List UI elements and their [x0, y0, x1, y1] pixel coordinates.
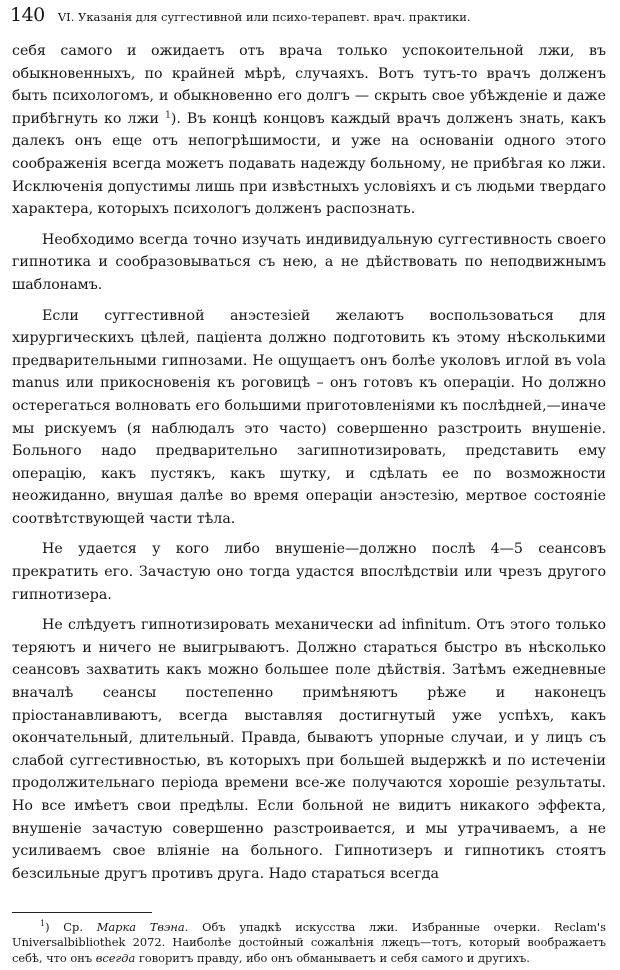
footnote-author: Марка Твэна. — [96, 919, 189, 934]
footnote-emphasis: всегда — [95, 950, 136, 965]
footnote-reference: 1 — [165, 110, 171, 121]
paragraph-4: Не удается у кого либо внушеніе—должно послѣ 4—5 сеансовъ прекратить его. Зачастую оно тогда удастся впослѣдствіи или чрезъ другого гипнотизера. — [12, 541, 606, 603]
paragraph-1-tail: ). Въ концѣ концовъ каждый врачъ долженъ знать, какъ далекъ онъ еще отъ непогрѣшимости, и уже на основаніи одного этого соображенія всегда можетъ подавать надежду больному, не прибѣгая ко лжи. Исключенія допустимы лишь при извѣстныхъ условіяхъ и съ людьми твердаго характера, которыхъ психологъ долженъ распознать. — [12, 110, 606, 218]
main-text — [12, 40, 606, 893]
paragraph-1 — [12, 40, 606, 221]
footnote-number: 1 — [40, 919, 46, 928]
paragraph-1-text: себя самого и ожидаетъ отъ врача только успокоительной лжи, въ обыкновенныхъ, по крайней мѣрѣ, случаяхъ. Вотъ тутъ-то врачъ долженъ быть психологомъ, и обыкновенно его долгъ — скрыть свое убѣжденіе и даже прибѣгнуть ко лжи — [12, 43, 606, 127]
paragraph-3: Если суггестивной анэстезіей желаютъ воспользоваться для хирургическихъ цѣлей, паціента должно подготовить къ этому нѣсколькими предварительными гипнозами. Не ощущаетъ онъ болѣе уколовъ иглой въ vola manus или прикосновенія къ роговицѣ – онъ готовъ къ операціи. Но должно остерегаться волновать его большими приготовленіями къ послѣдней,—иначе мы рискуемъ (я наблюдалъ это часто) совершенно разстроить внушеніе. Больного надо предварительно загипнотизировать, представить ему операцію, какъ пустякъ, какъ шутку, и сдѣлать ее по возможности неожиданно, внушая далѣе во время операціи анэстезію, мертвое состояніе соотвѣтствующей части тѣла. — [12, 307, 606, 527]
footnote-divider — [12, 912, 152, 913]
paragraph-2: Необходимо всегда точно изучать индивидуальную суггестивность своего гипнотика и сообразовываться съ нею, а не дѣйствовать по неподвижнымъ шаблонамъ. — [12, 231, 606, 293]
footnote — [12, 916, 606, 966]
footnote-text-2: говоритъ правду, ибо онъ обманываетъ и себя самого и другихъ. — [138, 950, 530, 965]
footnote-prefix: ) Ср. — [45, 919, 83, 934]
page-header — [10, 4, 610, 34]
page-number: 140 — [10, 4, 45, 26]
running-head: VI. Указанія для суггестивной или психо-терапевт. врач. практики. — [57, 10, 471, 24]
footnote-text-1: Объ упадкѣ искусства лжи. Избранные очерки. Reclam's Universalbibliothek 2072. Наиболѣе достойный сожалѣнія лжецъ—тотъ, который воображаетъ себѣ, что онъ — [12, 919, 607, 965]
paragraph-5: Не слѣдуетъ гипнотизировать механически ad infinitum. Отъ этого только теряютъ и ничего не выигрываютъ. Должно стараться быстро въ нѣсколько сеансовъ захватить какъ можно большее поле дѣйствія. Затѣмъ ежедневные вначалѣ сеансы постепенно примѣняютъ рѣже и наконецъ пріостанавливаютъ, всегда выставляя достигнутый уже успѣхъ, какъ окончательный, длительный. Правда, бываютъ упорные случаи, и у лицъ съ слабой суггестивностью, въ которыхъ при большей выдержкѣ и по истеченіи продолжительнаго періода времени все-же получаются хорошіе результаты. Но все имѣетъ свои предѣлы. Если больной не видитъ никакого эффекта, внушеніе зачастую совершенно разстроивается, и мы утрачиваемъ, а не усиливаемъ свое вліяніе на больного. Гипнотизеръ и гипнотикъ стоятъ безсильные другъ противъ друга. Надо стараться всегда — [12, 617, 606, 882]
